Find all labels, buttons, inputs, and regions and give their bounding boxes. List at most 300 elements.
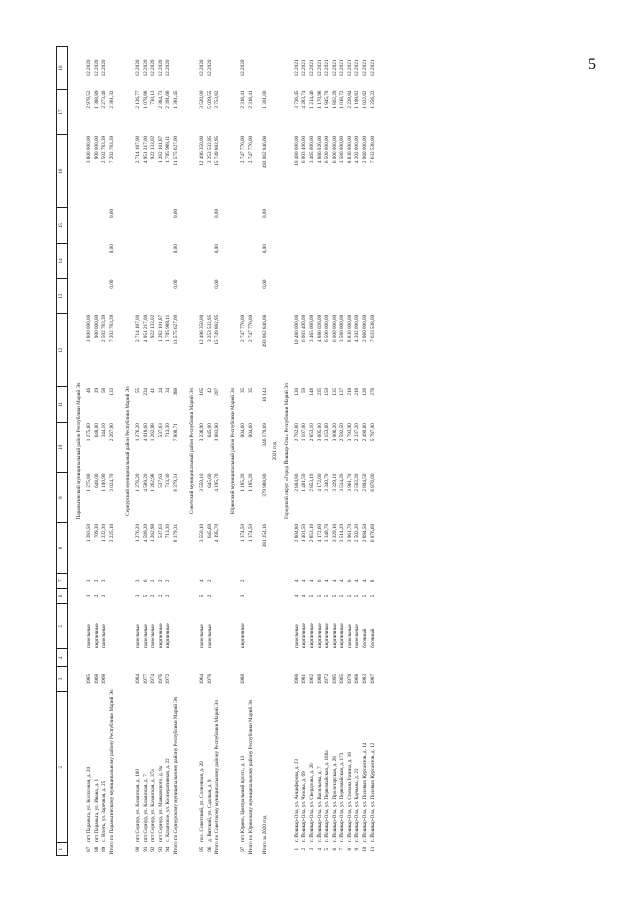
table-cell: 648,00 — [93, 423, 100, 438]
table-cell — [316, 243, 324, 278]
column-header: 6 — [57, 588, 68, 603]
table-cell: 3 153,60 — [324, 423, 331, 442]
table-cell: 4 283,74 — [301, 90, 308, 109]
table-cell — [142, 649, 150, 667]
total-cell: 0,00 — [214, 244, 221, 254]
table-cell: кирпичные — [301, 623, 308, 648]
table-cell: 4 172,60 — [316, 523, 323, 543]
table-cell: с. Казанское, ул. Кооперативная, д. 22 — [165, 758, 172, 842]
table-cell — [150, 243, 158, 278]
total-cell: 379 988,80 — [261, 473, 268, 497]
table-cell: 1 185,20 — [240, 473, 247, 492]
table-cell: 3 253 532,95 — [206, 314, 213, 342]
table-cell: 3 — [101, 594, 108, 598]
table-cell: 4 — [362, 579, 369, 583]
table-cell — [294, 243, 302, 278]
table-cell — [362, 649, 370, 667]
table-cell: 55 — [134, 387, 141, 394]
table-cell: 6 003 400,00 — [301, 135, 308, 164]
table-cell — [94, 208, 102, 243]
table-cell — [324, 243, 332, 278]
table-cell: 1972 — [324, 673, 331, 685]
table-cell: 59 — [301, 387, 308, 394]
table-cell: 5 787,00 — [369, 423, 376, 442]
table-cell: 1983 — [362, 673, 369, 685]
table-cell — [165, 243, 173, 278]
table-cell: 5 — [362, 594, 369, 598]
table-cell — [309, 243, 317, 278]
table-body — [68, 47, 378, 856]
table-row — [347, 47, 355, 856]
column-header: 18 — [57, 47, 68, 90]
table-cell: 2 — [165, 594, 172, 598]
table-cell: 2 714 187,00 — [134, 314, 141, 342]
table-cell: 1 170,98 — [316, 90, 323, 109]
section-total-row — [214, 47, 222, 856]
table-cell: 3 550,10 — [198, 473, 205, 492]
table-cell: 5 039,55 — [206, 90, 213, 109]
total-cell: 1 381,45 — [173, 90, 180, 109]
total-cell: 0,00 — [214, 208, 221, 218]
table-cell: 148 — [308, 387, 315, 396]
table-cell: 3 580 000,00 — [339, 135, 346, 164]
table-row — [316, 47, 324, 856]
table-cell — [339, 243, 347, 278]
table-cell: пгт Сернур, ул. Маяковского, д. 8а — [157, 765, 164, 842]
table-cell: 2 490,80 — [362, 423, 369, 442]
table-cell: 12.2020 — [93, 59, 100, 77]
table-cell: 1 232,30 — [101, 523, 108, 543]
table-cell: 96 — [206, 846, 213, 852]
section-header-title: Юринский муниципальный район Республики Марий Эл — [230, 387, 237, 515]
column-header: 1 — [57, 843, 68, 856]
table-cell — [332, 278, 340, 313]
table-cell: 4 — [301, 579, 308, 583]
table-cell: 3 465 000,00 — [308, 135, 315, 164]
total-cell: 0,00 — [173, 279, 180, 289]
table-cell: пгт Юрино, Центральный просп., д. 13 — [240, 755, 247, 842]
table-cell: 2 126,77 — [134, 90, 141, 109]
table-cell: 3 329,10 — [331, 473, 338, 492]
table-cell: 1976 — [346, 673, 353, 685]
table-cell: 2 318,41 — [240, 90, 247, 109]
table-cell: 92 — [150, 846, 157, 852]
table-cell: 713,30 — [165, 523, 172, 539]
table-cell: 4 018,60 — [142, 423, 149, 442]
table-cell: кирпичные — [339, 623, 346, 648]
table-cell: 218 — [354, 387, 361, 396]
table-cell: блочный — [369, 628, 376, 648]
table-cell: пос. Советский, ул. Солнечная, д. 20 — [198, 761, 205, 842]
table-cell: 3 800 000,00 — [86, 314, 93, 342]
table-cell: 2 384,73 — [157, 90, 164, 109]
table-cell — [309, 208, 317, 243]
table-cell: 1976 — [206, 673, 213, 685]
table-cell: 12.2020 — [165, 59, 172, 77]
table-cell — [354, 278, 362, 313]
table-cell — [199, 649, 207, 667]
table-cell: 1 276,20 — [134, 423, 141, 442]
table-cell: 2 502 783,39 — [101, 135, 108, 164]
table-cell: 4 — [293, 579, 300, 583]
table-cell: 2 960 000,00 — [362, 135, 369, 164]
table-cell: 1 374,50 — [240, 523, 247, 543]
section-header — [187, 47, 199, 856]
table-cell: 12 496 350,00 — [198, 135, 205, 166]
total-cell: 0,00 — [261, 208, 268, 218]
column-header: 2 — [57, 692, 68, 843]
table-cell — [165, 278, 173, 313]
total-cell: 3 753,82 — [214, 90, 221, 109]
total-label: Итого по Сернурскому муниципальному району Республики Марий Эл — [173, 696, 180, 855]
table-cell: 235 — [316, 387, 323, 396]
total-cell: 0,00 — [214, 279, 221, 289]
table-cell: 804,60 — [240, 423, 247, 438]
table-cell: г. Йошкар-Ола, ул. Степана Разина, д. 16 — [346, 752, 353, 842]
table-row — [294, 47, 302, 856]
table-cell: 5 — [346, 594, 353, 598]
table-cell: г. Йошкар-Ола, ул. Первомайская, д. 173 — [339, 752, 346, 842]
table-cell: 278 — [369, 387, 376, 396]
table-cell: 537,63 — [157, 523, 164, 539]
table-row — [158, 47, 166, 856]
table-cell: 3 — [86, 579, 93, 583]
table-cell: 4 — [339, 579, 346, 583]
table-cell: 2 228,84 — [346, 90, 353, 109]
table-cell: 2 — [301, 847, 308, 851]
section-header-title: Советский муниципальный район Республики Марий Эл — [189, 387, 196, 515]
table-cell: кирпичные — [331, 623, 338, 648]
table-cell: кирпичные — [240, 623, 247, 648]
table-row — [324, 47, 332, 856]
table-cell — [94, 243, 102, 278]
total-cell: 7 202 783,39 — [109, 135, 116, 164]
total-cell — [262, 47, 270, 90]
table-cell: 90 — [134, 846, 141, 852]
table-cell — [362, 243, 370, 278]
table-cell: 1 078,88 — [142, 90, 149, 109]
table-cell: 6 — [142, 579, 149, 583]
table-cell: 900 000,00 — [93, 314, 100, 339]
table-cell: 6 500 000,00 — [324, 314, 331, 342]
table-cell: панельные — [86, 624, 93, 648]
table-cell: 12.2020 — [198, 59, 205, 77]
table-cell — [316, 278, 324, 313]
table-cell: 8 830 000,00 — [346, 135, 353, 164]
table-cell: 46 — [86, 387, 93, 394]
table-cell: 537,63 — [157, 423, 164, 438]
table-cell: панельные — [198, 624, 205, 648]
table-cell: 3 961,70 — [346, 473, 353, 492]
table-cell: 12.2021 — [293, 59, 300, 77]
total-cell: 11 575 627,00 — [173, 135, 180, 166]
table-cell — [362, 208, 370, 243]
table-cell: 1 388,89 — [93, 90, 100, 109]
table-cell: 1987 — [369, 673, 376, 685]
table-cell — [316, 208, 324, 243]
table-cell: 2 273,40 — [101, 90, 108, 109]
total-cell: 4 195,70 — [214, 523, 221, 543]
total-label: Итого по Параньгинскому муниципальному району Республики Марий Эл — [109, 689, 116, 855]
table-cell: 2 714 187,00 — [134, 135, 141, 164]
table-row — [240, 47, 248, 856]
table-cell — [369, 243, 377, 278]
table-cell: 2 853,10 — [308, 473, 315, 492]
table-cell — [101, 243, 109, 278]
table-cell: 93 — [157, 846, 164, 852]
table-cell — [206, 243, 214, 278]
table-cell — [301, 243, 309, 278]
table-cell — [301, 278, 309, 313]
total-cell: 3 225,10 — [109, 523, 116, 543]
table-cell: 1968 — [354, 673, 361, 685]
table-cell: 3 793,90 — [346, 423, 353, 442]
table-cell — [362, 278, 370, 313]
table-cell: 3 238,90 — [198, 423, 205, 442]
table-cell: 1 100,90 — [101, 473, 108, 492]
table-cell: 2 — [157, 579, 164, 583]
table-row — [309, 47, 317, 856]
section-header — [282, 47, 294, 856]
table-cell: 1 802,29 — [331, 90, 338, 109]
table-cell: 1962 — [308, 673, 315, 685]
table-cell: 730,12 — [150, 90, 157, 105]
page-number: 5 — [588, 56, 596, 73]
table-cell: 4 589,20 — [142, 523, 149, 543]
table-cell: 4 — [331, 579, 338, 583]
table-cell — [94, 649, 102, 667]
table-cell: панельные — [293, 624, 300, 648]
total-cell — [173, 47, 181, 90]
table-cell: 1964 — [198, 673, 205, 685]
table-cell — [332, 208, 340, 243]
table-cell: 89 — [101, 846, 108, 852]
table-cell: 6 — [316, 579, 323, 583]
table-row — [362, 47, 370, 856]
table-cell: 1981 — [301, 673, 308, 685]
table-row — [199, 47, 207, 856]
table-row — [206, 47, 214, 856]
table-cell: 1 199,82 — [354, 90, 361, 109]
table-cell: 3 550,10 — [198, 523, 205, 543]
table-cell — [86, 243, 94, 278]
table-cell — [347, 243, 355, 278]
table-cell: 2 894,50 — [362, 473, 369, 492]
table-cell: 2 502 783,39 — [101, 314, 108, 342]
table-cell — [369, 208, 377, 243]
total-cell: 207 — [214, 387, 221, 396]
table-cell: 2 — [150, 594, 157, 598]
table-cell: 3 340,70 — [324, 523, 331, 543]
table-cell: 8 830 000,00 — [346, 314, 353, 342]
table-cell — [324, 278, 332, 313]
table-cell: 4 172,60 — [316, 473, 323, 492]
table-cell: г. Йошкар-Ола, ул. Свердлова, д. 26 — [308, 763, 315, 842]
total-cell: 15 749 882,95 — [214, 135, 221, 166]
table-cell — [199, 208, 207, 243]
table-cell: 34 — [165, 387, 172, 394]
table-cell: 5 — [331, 594, 338, 598]
table-cell — [301, 649, 309, 667]
table-cell: 6 000 000,00 — [331, 135, 338, 164]
table-cell: 12 496 350,00 — [198, 314, 205, 345]
total-cell: 0,00 — [261, 244, 268, 254]
table-cell: 58 — [101, 387, 108, 394]
total-cell: 0,00 — [109, 244, 116, 254]
table-cell — [309, 278, 317, 313]
table-cell — [332, 649, 340, 667]
table-cell — [86, 278, 94, 313]
total-cell: 0,00 — [261, 279, 268, 289]
table-cell: 1 107,00 — [301, 423, 308, 442]
table-cell: г. Йошкар-Ола, ул. Первомайская, д. 180а — [324, 750, 331, 842]
table-row — [135, 47, 143, 856]
table-cell — [324, 208, 332, 243]
table-cell: 12.2020 — [150, 59, 157, 77]
year-header — [270, 47, 282, 856]
table-cell: 4 — [293, 594, 300, 598]
table-cell: 12.2021 — [331, 59, 338, 77]
table-row — [94, 47, 102, 856]
table-cell: 218 — [346, 387, 353, 396]
table-cell: 1 283,50 — [86, 523, 93, 543]
table-cell: 5 — [339, 594, 346, 598]
table-cell: 645,60 — [206, 473, 213, 488]
total-cell: 0,00 — [173, 208, 180, 218]
table-cell: 2 502,20 — [354, 523, 361, 543]
table-cell — [294, 649, 302, 667]
table-cell: 91 — [142, 846, 149, 852]
total-cell: 133 — [109, 387, 116, 396]
table-cell: 9 — [354, 847, 361, 851]
table-cell — [347, 278, 355, 313]
column-header: 3 — [57, 667, 68, 692]
table-cell: 6 000 000,00 — [331, 314, 338, 342]
total-cell: 0,00 — [109, 208, 116, 218]
table-cell: 12.2020 — [240, 59, 247, 77]
total-label: Итого за 2020 год — [261, 815, 268, 855]
table-cell: г. Йошкар-Ола, ул. Полевых Курсантов, д. 14 — [362, 742, 369, 842]
table-cell: 6 003 400,00 — [301, 314, 308, 342]
table-cell: 2 — [150, 579, 157, 583]
table-cell: 2 978,52 — [86, 90, 93, 109]
total-cell: 381 254,16 — [261, 523, 268, 548]
total-cell: 2 318,41 — [247, 90, 254, 109]
table-cell: 1 — [293, 847, 300, 851]
table-cell: 1968 — [93, 673, 100, 685]
table-cell: пгт Сернур, ул. Казанская, д. 37а — [150, 769, 157, 842]
table-cell: 2 502,20 — [354, 473, 361, 492]
table-cell — [324, 649, 332, 667]
total-cell: 7 202 783,39 — [109, 314, 116, 342]
table-cell: пгт Сернур, ул. Казанская, д. 7 — [142, 774, 149, 842]
table-cell: 537,63 — [157, 473, 164, 488]
table-cell: 5 — [308, 594, 315, 598]
table-cell: 3 006,20 — [331, 423, 338, 442]
table-cell: 7 — [339, 847, 346, 851]
table-cell: 130 — [293, 387, 300, 396]
table-cell: 1 282 101,87 — [157, 314, 164, 342]
table-cell: 7 633 538,00 — [369, 135, 376, 164]
table-cell: панельные — [150, 624, 157, 648]
table-cell: 1977 — [142, 673, 149, 685]
table-cell: 2 — [206, 594, 213, 598]
column-number-row — [57, 47, 68, 856]
table-cell: 12.2020 — [86, 59, 93, 77]
section-total-row — [109, 47, 117, 856]
section-total-row — [248, 47, 256, 856]
table-cell: 4 202 000,00 — [354, 135, 361, 164]
table-cell: пгт Параньга, ул. Колхозная, д. 20 — [86, 766, 93, 842]
table-cell: 2 — [157, 594, 164, 598]
total-label: Итого по Советскому муниципальному району Республики Марий Эл — [214, 700, 221, 855]
column-header: 17 — [57, 89, 68, 134]
table-row — [369, 47, 377, 856]
table-cell: 1966 — [293, 673, 300, 685]
table-cell: 4 202 000,00 — [354, 314, 361, 342]
table-cell: 4 589,20 — [142, 473, 149, 492]
table-cell: 1972 — [165, 673, 172, 685]
total-cell: 7 808,71 — [173, 423, 180, 442]
table-cell: 4 951 217,00 — [142, 135, 149, 164]
column-header: 10 — [57, 422, 68, 472]
table-cell: кирпичные — [324, 623, 331, 648]
table-cell: 344,10 — [101, 423, 108, 438]
table-cell — [101, 278, 109, 313]
column-header: 11 — [57, 387, 68, 422]
total-cell: 1 185,20 — [247, 473, 254, 492]
total-cell — [248, 208, 256, 243]
table-cell — [158, 649, 166, 667]
table-cell — [240, 243, 248, 278]
table-cell: кирпичные — [165, 623, 172, 648]
table-cell: 1974 — [150, 673, 157, 685]
table-cell: 3 340,70 — [324, 473, 331, 492]
table-cell: 4 886 026,00 — [316, 135, 323, 164]
table-cell: 3 961,70 — [346, 523, 353, 543]
table-cell: 4 — [316, 847, 323, 851]
table-cell: 2 804,80 — [293, 473, 300, 492]
total-cell: 2 747 776,00 — [247, 314, 254, 342]
year-total-row — [262, 47, 270, 856]
total-cell: 2 747 776,00 — [247, 135, 254, 164]
table-cell: 87 — [86, 846, 93, 852]
table-cell — [339, 278, 347, 313]
table-cell — [158, 278, 166, 313]
year-header-title: 2021 год — [271, 441, 278, 461]
total-cell — [109, 47, 117, 90]
total-cell — [214, 47, 222, 90]
table-cell — [142, 278, 150, 313]
table-cell — [199, 243, 207, 278]
table-cell — [347, 649, 355, 667]
table-cell: 3 514,20 — [339, 523, 346, 543]
table-cell: 12.2021 — [346, 59, 353, 77]
table-cell: 10 — [362, 846, 369, 852]
table-cell: 5 — [369, 594, 376, 598]
section-header-title: Параньгинский муниципальный район Республики Марий Эл — [76, 382, 83, 520]
table-cell: кирпичные — [308, 623, 315, 648]
table-cell: 4 951 217,00 — [142, 314, 149, 342]
total-cell — [248, 47, 256, 90]
section-header — [74, 47, 86, 856]
table-cell: 3 — [134, 579, 141, 583]
table-cell: 2 337,20 — [354, 423, 361, 442]
table-cell — [339, 649, 347, 667]
table-cell: 1976 — [157, 673, 164, 685]
table-cell — [369, 649, 377, 667]
table-cell: г. Йошкар-Ола, ул. Васильева, д. 7 — [316, 766, 323, 842]
